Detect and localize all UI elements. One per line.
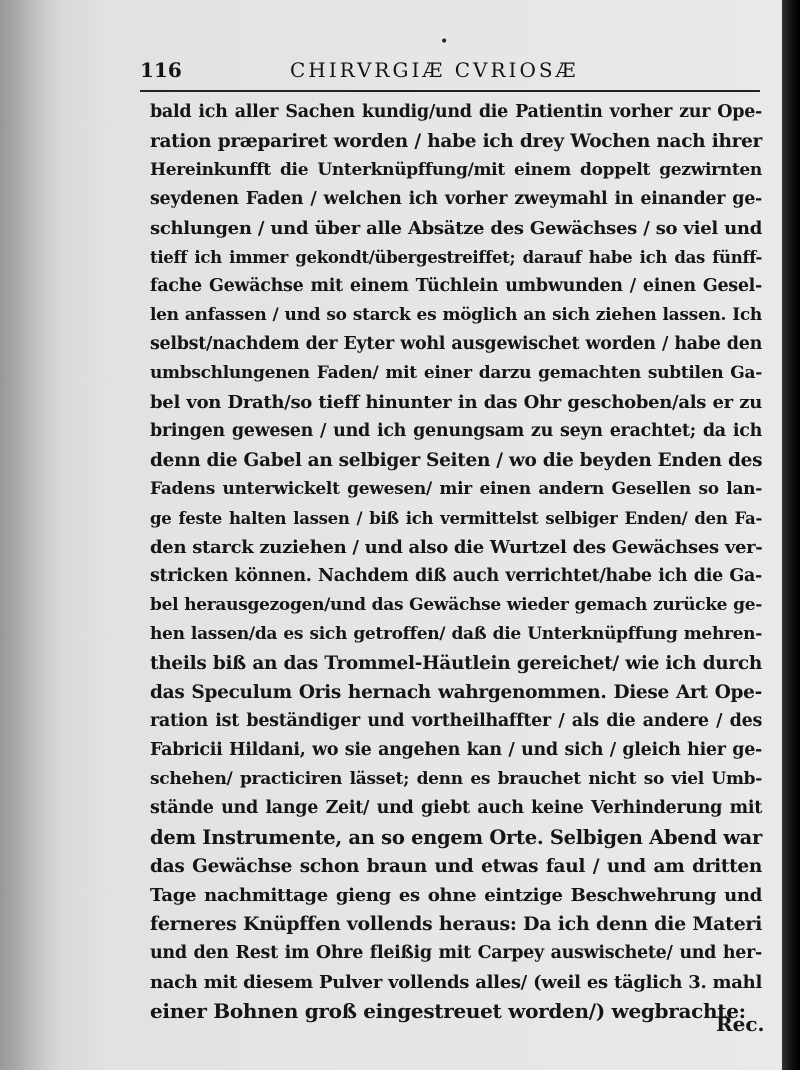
text-line: umbschlungenen Faden/ mit einer darzu gemachten subtilen Ga- xyxy=(150,363,762,383)
text-line: nach mit diesem Pulver vollends alles/ (weil es täglich 3. mahl xyxy=(150,972,762,993)
text-line: einer Bohnen groß eingestreuet worden/) wegbrachte: xyxy=(150,999,746,1023)
header-rule xyxy=(140,90,760,92)
text-line: theils biß an das Trommel-Häutlein gereichet/ wie ich durch xyxy=(150,653,762,674)
text-line: und den Rest im Ohre fleißig mit Carpey auswischete/ und her- xyxy=(150,943,762,963)
text-line: Fadens unterwickelt gewesen/ mir einen andern Gesellen so lan- xyxy=(150,479,762,499)
text-line: tieff ich immer gekondt/übergestreiffet; darauf habe ich das fünff- xyxy=(150,248,762,267)
running-title: CHIRVRGIÆ CVRIOSÆ xyxy=(290,58,579,82)
text-line: ration ist beständiger und vortheilhaffter / als die andere / des xyxy=(150,711,762,731)
text-line: das Gewächse schon braun und etwas faul / und am dritten xyxy=(150,856,762,877)
text-line: Fabricii Hildani, wo sie angehen kan / und sich / gleich hier ge- xyxy=(150,740,762,760)
text-line: ferneres Knüpffen vollends heraus: Da ich denn die Materi xyxy=(150,913,762,935)
text-line: fache Gewächse mit einem Tüchlein umbwunden / einen Gesel- xyxy=(150,276,762,296)
text-line: bel von Drath/so tieff hinunter in das Ohr geschoben/als er zu xyxy=(150,392,762,413)
text-line: ge feste halten lassen / biß ich vermittelst selbiger Enden/ den Fa- xyxy=(150,509,762,528)
ornament-dot: • xyxy=(440,34,449,50)
text-line: den starck zuziehen / und also die Wurtzel des Gewächses ver- xyxy=(150,537,763,558)
text-line: hen lassen/da es sich getroffen/ daß die Unterknüpffung mehren- xyxy=(150,624,762,644)
text-line: das Speculum Oris hernach wahrgenommen. Diese Art Ope- xyxy=(150,682,762,703)
text-line: seydenen Faden / welchen ich vorher zweymahl in einander ge- xyxy=(150,189,762,209)
catchword: Rec. xyxy=(716,1012,765,1036)
text-line: ration præpariret worden / habe ich drey Wochen nach ihrer xyxy=(150,131,762,152)
text-line: bald ich aller Sachen kundig/und die Patientin vorher zur Ope- xyxy=(150,102,762,122)
text-line: denn die Gabel an selbiger Seiten / wo die beyden Enden des xyxy=(150,450,763,471)
page-header xyxy=(140,58,760,86)
text-line: bringen gewesen / und ich genungsam zu seyn erachtet; da ich xyxy=(150,421,762,441)
page-number: 116 xyxy=(140,58,182,82)
text-line: schehen/ practiciren lässet; denn es brauchet nicht so viel Umb- xyxy=(150,769,762,789)
text-line: bel herausgezogen/und das Gewächse wieder gemach zurücke ge- xyxy=(150,595,762,615)
text-line: Tage nachmittage gieng es ohne eintzige Beschwehrung und xyxy=(150,885,762,906)
page-edge-shadow xyxy=(782,0,800,1070)
text-line: selbst/nachdem der Eyter wohl ausgewischet worden / habe den xyxy=(150,334,762,354)
text-line: schlungen / und über alle Absätze des Gewächses / so viel und xyxy=(150,218,762,239)
text-line: dem Instrumente, an so engem Orte. Selbigen Abend war xyxy=(150,826,762,849)
text-line: stricken können. Nachdem diß auch verrichtet/habe ich die Ga- xyxy=(150,566,762,586)
body-text xyxy=(150,98,762,1026)
text-line: stände und lange Zeit/ und giebt auch keine Verhinderung mit xyxy=(150,798,762,818)
text-line: Hereinkunfft die Unterknüpffung/mit einem doppelt gezwirnten xyxy=(150,160,762,180)
text-line: len anfassen / und so starck es möglich an sich ziehen lassen. Ich xyxy=(150,305,762,325)
